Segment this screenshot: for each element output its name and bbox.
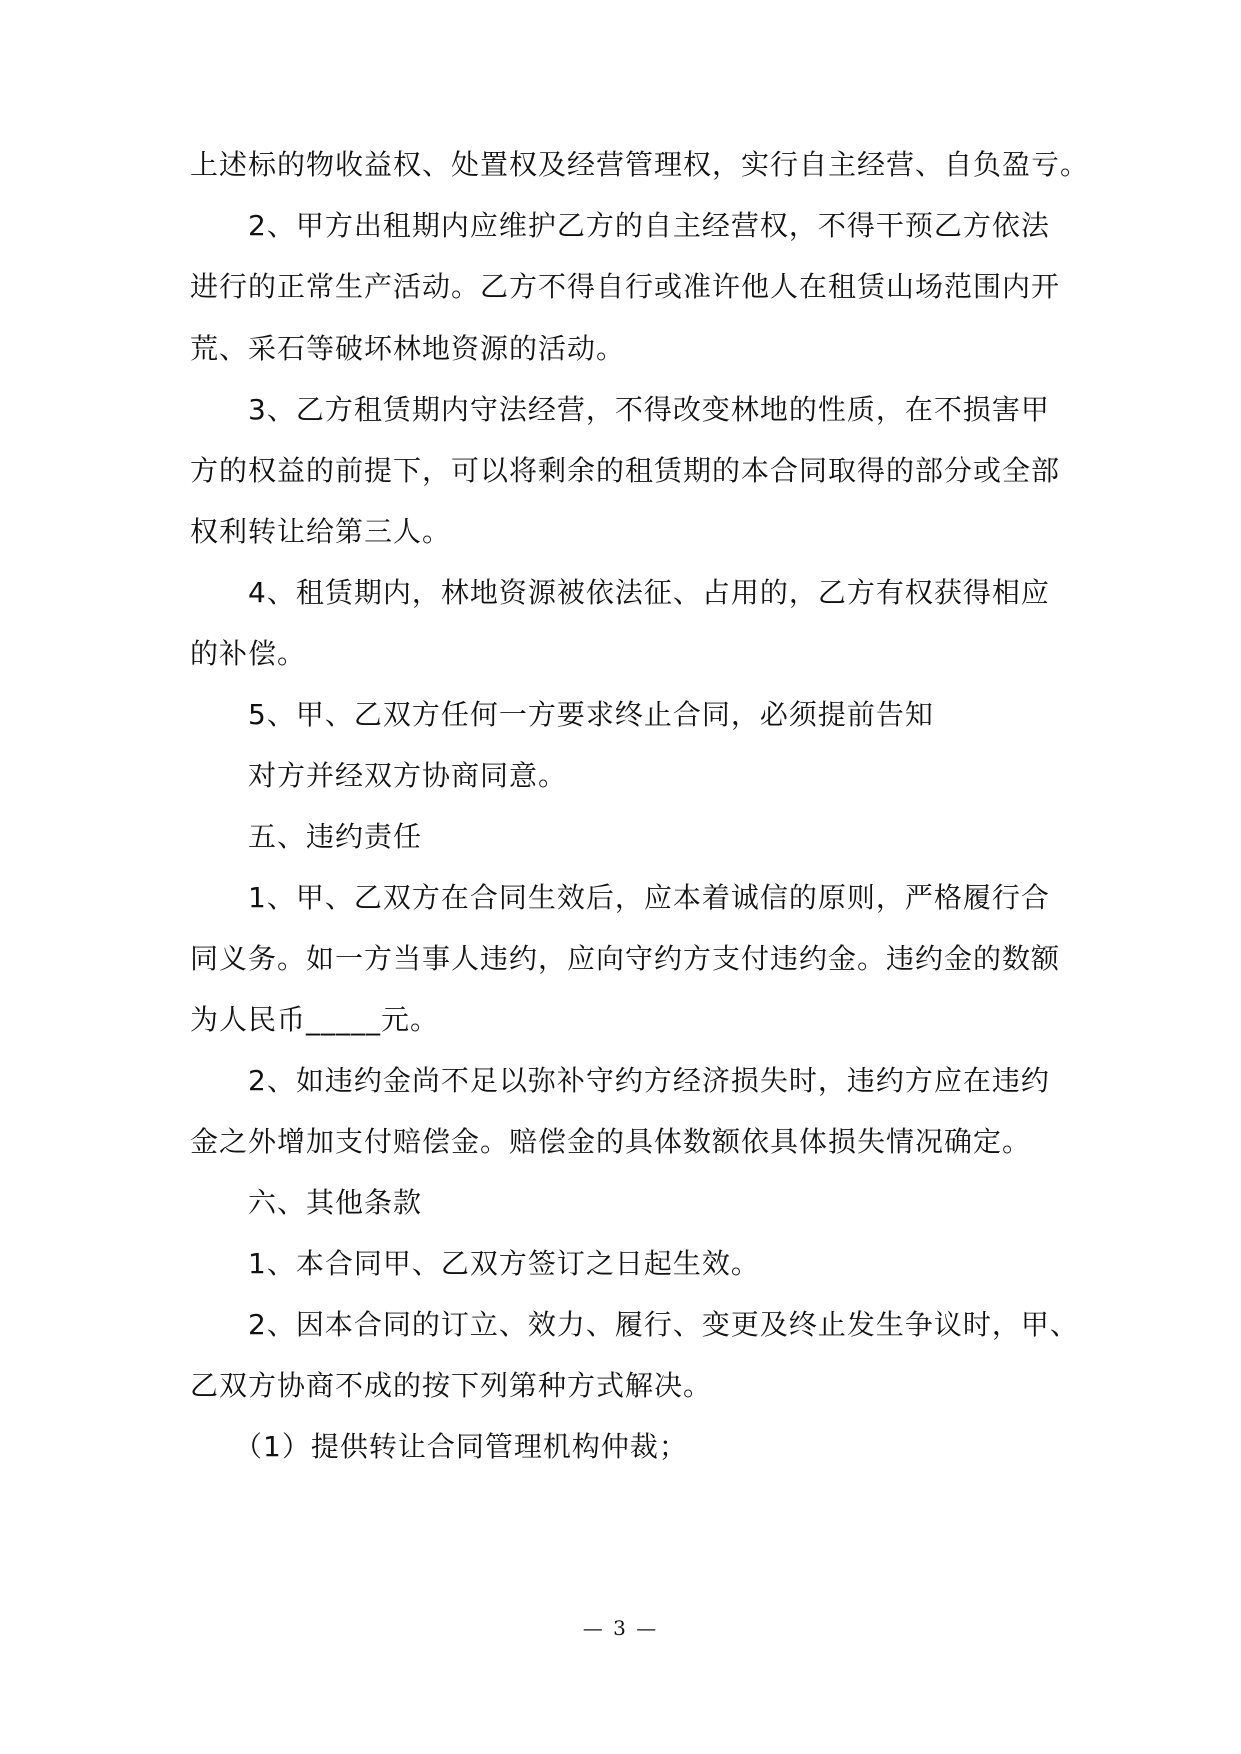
text-line-15: 为人民币_____元。 [190,1003,440,1036]
text-line-8: 4、租赁期内，林地资源被依法征、占用的，乙方有权获得相应 [190,576,1050,609]
text-line-9: 的补偿。 [190,637,307,670]
text-line-1: 上述标的物收益权、处置权及经营管理权，实行自主经营、自负盈亏。 [190,148,1090,181]
section-heading-6: 六、其他条款 [190,1186,423,1219]
text-line-14: 同义务。如一方当事人违约，应向守约方支付违约金。违约金的数额 [190,942,1061,975]
text-line-10: 5、甲、乙双方任何一方要求终止合同，必须提前告知 [190,698,934,731]
text-line-7: 权利转让给第三人。 [190,515,452,548]
text-line-5: 3、乙方租赁期内守法经营，不得改变林地的性质，在不损害甲 [190,393,1050,426]
text-line-6: 方的权益的前提下，可以将剩余的租赁期的本合同取得的部分或全部 [190,454,1061,487]
text-line-2: 2、甲方出租期内应维护乙方的自主经营权，不得干预乙方依法 [190,209,1050,242]
section-heading-5: 五、违约责任 [190,820,423,853]
text-line-17: 金之外增加支付赔偿金。赔偿金的具体数额依具体损失情况确定。 [190,1125,1032,1158]
text-line-19: 1、本合同甲、乙双方签订之日起生效。 [190,1247,760,1280]
text-line-21: 乙双方协商不成的按下列第种方式解决。 [190,1369,713,1402]
text-line-13: 1、甲、乙双方在合同生效后，应本着诚信的原则，严格履行合 [190,881,1050,914]
page-number: — 3 — [582,1616,659,1640]
text-line-20: 2、因本合同的订立、效力、履行、变更及终止发生争议时，甲、 [190,1308,1079,1341]
text-line-22: （1）提供转让合同管理机构仲裁； [190,1430,688,1463]
text-line-11: 对方并经双方协商同意。 [190,759,568,792]
text-line-16: 2、如违约金尚不足以弥补守约方经济损失时，违约方应在违约 [190,1064,1050,1097]
text-line-3: 进行的正常生产活动。乙方不得自行或准许他人在租赁山场范围内开 [190,270,1061,303]
text-line-4: 荒、采石等破坏林地资源的活动。 [190,332,626,365]
